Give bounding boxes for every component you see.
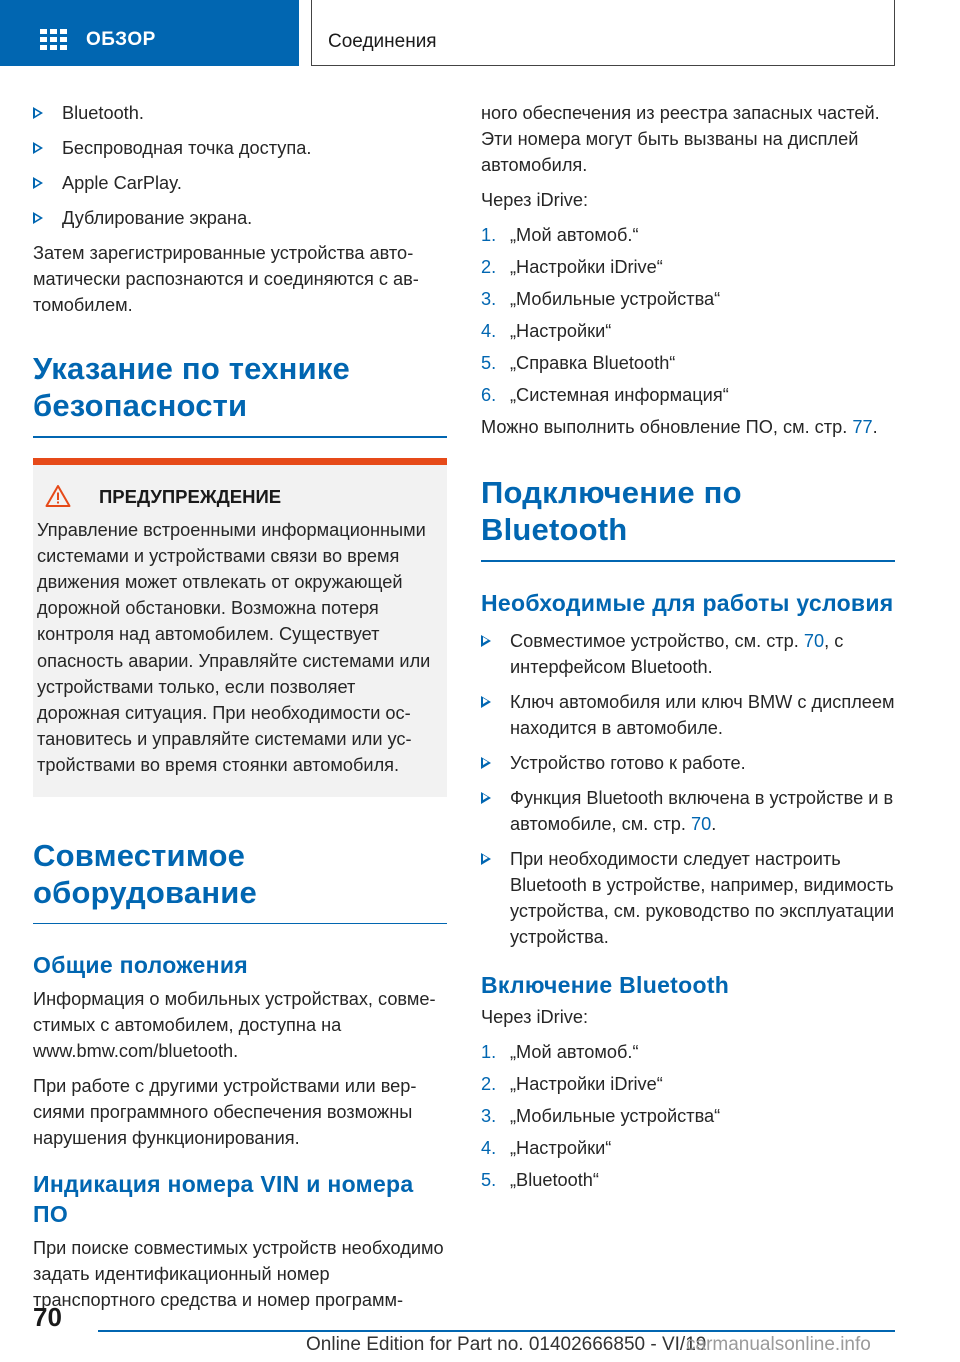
list-item [481, 846, 895, 950]
grid-menu-icon [40, 29, 67, 50]
list-item-text: Совместимое устройство, см. стр. [510, 630, 799, 651]
step-item [481, 382, 895, 408]
heading-rule [33, 436, 447, 438]
general-paragraph-1: Информация о мобильных устройствах, совместимых с автомобилем, доступна на www.bmw.com/bluetooth. [33, 989, 436, 1062]
intro-paragraph: Затем зарегистрированные устройства автоматически распознаются и соединяются с автомобилем. [33, 243, 419, 315]
triangle-bullet-icon [481, 696, 491, 708]
step-item [481, 318, 895, 344]
step-text: „Справка Bluetooth“ [510, 353, 676, 373]
step-item [481, 1167, 895, 1193]
list-item [481, 689, 895, 741]
list-item [481, 750, 895, 776]
triangle-bullet-icon [481, 757, 491, 769]
triangle-bullet-icon [481, 792, 491, 804]
overview-tab[interactable] [0, 0, 299, 66]
vin-heading: Индикация номера VIN и номера ПО [33, 1171, 414, 1228]
step-number: 3. [481, 289, 497, 309]
list-item [481, 785, 895, 837]
list-item-text: Apple CarPlay. [62, 173, 182, 193]
list-item [33, 170, 447, 196]
section-header [311, 0, 895, 66]
triangle-bullet-icon [33, 212, 43, 224]
update-text: Можно выполнить обновление ПО, см. стр. [481, 417, 848, 437]
page-link[interactable]: 77 [852, 417, 873, 437]
triangle-bullet-icon [33, 177, 43, 189]
page-link[interactable]: 70 [691, 813, 712, 834]
warning-text: Управление встроенными информационными системами и устройствами связи во время движения может отвлекать от окружающей дорожной обстановки. Возможна потеря контроля над автомобилем. Существует опасность аварии. Управляйте системами или устройствами только, если позволяет дорожная ситуация. При необходимости остановитесь и управляйте системами или устройствами во время стоянки автомобиля. [37, 519, 431, 776]
warning-title [37, 485, 441, 509]
step-number: 1. [481, 1041, 497, 1062]
step-number: 6. [481, 385, 497, 405]
list-item-text: Устройство готово к работе. [510, 752, 746, 773]
step-text: „Bluetooth“ [510, 1169, 599, 1190]
step-number: 1. [481, 225, 497, 245]
page-link[interactable]: 70 [803, 630, 825, 651]
list-item [33, 205, 447, 231]
list-item-text: Bluetooth. [62, 103, 144, 123]
safety-heading: Указание по технике безопасности [33, 351, 350, 423]
triangle-bullet-icon [481, 635, 491, 647]
step-item [481, 222, 895, 248]
list-item [33, 135, 447, 161]
right-column [481, 100, 895, 1199]
continued-paragraph: ного обеспечения из реестра запасных частей. Эти номера могут быть вызваны на дисплей автомобиля. [481, 103, 880, 175]
steps-list-1 [481, 222, 895, 408]
triangle-bullet-icon [481, 853, 491, 865]
warning-box [33, 458, 447, 797]
step-item [481, 1039, 895, 1065]
step-number: 3. [481, 1105, 497, 1126]
step-text: „Мой автомоб.“ [510, 1041, 639, 1062]
watermark: carmanualsonline.info [686, 1334, 871, 1355]
step-number: 4. [481, 321, 497, 341]
requirements-heading: Необходимые для работы условия [481, 589, 894, 616]
step-item [481, 1103, 895, 1129]
list-item-text: Функция Bluetooth включена в устройстве и в автомобиле, см. стр. [510, 787, 894, 834]
step-number: 2. [481, 1073, 497, 1094]
step-item [481, 254, 895, 280]
page-header [0, 0, 960, 66]
step-item [481, 1135, 895, 1161]
bluetooth-heading: Подключение по Bluetooth [481, 475, 742, 547]
compat-heading: Совместимое оборудование [33, 837, 257, 910]
list-item-text: При необходимости следует настроить Bluetooth в устройстве, например, видимость устройства, см. руководство по эксплуатации устройства. [510, 848, 895, 947]
step-text: „Настройки iDrive“ [510, 1073, 663, 1094]
enable-bluetooth-heading: Включение Bluetooth [481, 971, 730, 998]
general-heading: Общие положения [33, 952, 248, 979]
warning-title-text: ПРЕДУПРЕЖДЕНИЕ [99, 485, 282, 507]
general-paragraph-2: При работе с другими устройствами или версиями программного обеспечения возможны нарушения функционирования. [33, 1076, 417, 1149]
left-column [33, 100, 447, 1322]
heading-rule [33, 923, 447, 925]
update-paragraph [481, 414, 895, 440]
page-number: 70 [33, 1302, 62, 1332]
step-item [481, 286, 895, 312]
step-number: 4. [481, 1137, 497, 1158]
list-item-text: Беспроводная точка доступа. [62, 138, 312, 158]
overview-tab-label: ОБЗОР [86, 29, 156, 50]
list-item-text: . [711, 813, 717, 834]
triangle-bullet-icon [33, 107, 43, 119]
step-text: „Мой автомоб.“ [510, 225, 639, 245]
heading-rule [481, 560, 895, 562]
step-text: „Настройки“ [510, 1137, 612, 1158]
section-title: Соединения [328, 31, 437, 52]
step-item [481, 1071, 895, 1097]
triangle-bullet-icon [33, 142, 43, 154]
list-item-text: , с интерфейсом Bluetooth. [510, 630, 844, 677]
step-number: 5. [481, 353, 497, 373]
edition-text: Online Edition for Part no. 01402666850 - VI/19 [306, 1334, 707, 1355]
list-item-text: Дублирование экрана. [62, 208, 253, 228]
step-text: „Настройки“ [510, 321, 612, 341]
step-number: 2. [481, 257, 497, 277]
step-text: „Мобильные устройства“ [510, 1105, 721, 1126]
warning-triangle-icon [45, 484, 71, 508]
vin-paragraph: При поиске совместимых устройств необходимо задать идентификационный номер транспортного средства и номер программ- [33, 1238, 444, 1311]
via-idrive-label: Через iDrive: [481, 190, 588, 210]
list-item [481, 628, 895, 680]
list-item-text: Ключ автомобиля или ключ BMW с дисплеем находится в автомобиле. [510, 691, 895, 738]
step-text: „Мобильные устройства“ [510, 289, 721, 309]
list-item [33, 100, 447, 126]
step-item [481, 350, 895, 376]
steps-list-2 [481, 1039, 895, 1193]
footer-rule [98, 1330, 895, 1332]
step-text: „Настройки iDrive“ [510, 257, 663, 277]
update-end: . [872, 417, 878, 437]
step-text: „Системная информация“ [510, 385, 729, 405]
via-idrive-label: Через iDrive: [481, 1006, 588, 1027]
step-number: 5. [481, 1169, 497, 1190]
